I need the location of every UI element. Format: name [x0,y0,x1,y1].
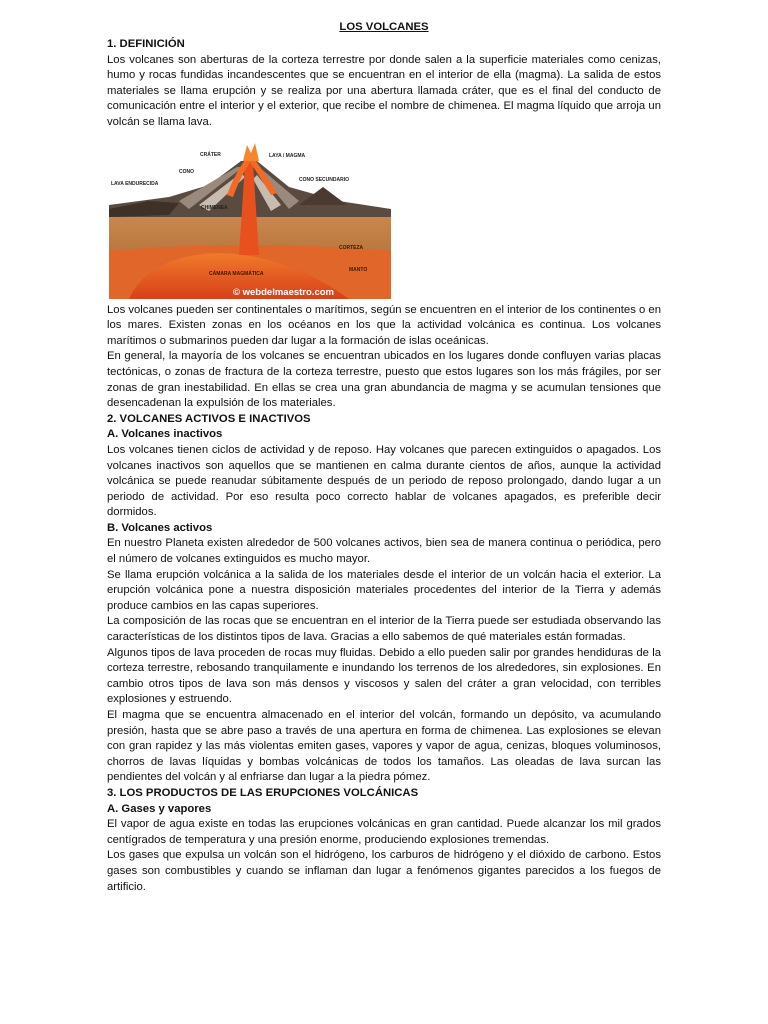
paragraph-placas: En general, la mayoría de los volcanes se encuentran ubicados en los lugares donde confluyen varias placas tectónicas, o zonas de fractura de la corteza terrestre, puesto que estos lugares son los más frágiles, por ser zonas de gran inestabilidad. En ellas se crea una gran abundancia de magma y se acumulan tensiones que desencadenan la expulsión de los materiales. [107,350,661,410]
section-heading-activos-inactivos: 2. VOLCANES ACTIVOS E INACTIVOS [107,412,311,425]
paragraph-activos-5: El magma que se encuentra almacenado en el interior del volcán, formando un depósito, va acumulando presión, hasta que se abre paso a través de una apertura en forma de chimenea. Las explosiones se elevan con gran rapidez y las más violentas emiten gases, vapores y vapor de agua, cenizas, bloques voluminosos, chorros de lavas líquidas y bombas volcánicas de todos los tamaños. Las oleadas de lava surcan las pendientes del volcán y al enfriarse dan lugar a la piedra pómez. [107,709,661,784]
label-camara: CÁMARA MAGMÁTICA [209,270,264,277]
section-heading-productos: 3. LOS PRODUCTOS DE LAS ERUPCIONES VOLCÁNICAS [107,786,419,799]
label-cono-secundario: CONO SECUNDARIO [299,176,350,183]
paragraph-inactivos: Los volcanes tienen ciclos de actividad y de reposo. Hay volcanes que parecen extinguidos o apagados. Los volcanes inactivos son aquellos que se mantienen en calma durante cientos de años, aunque la actividad volcánica se puede reanudar súbitamente después de un periodo de reposo prolongado, dando lugar a un periodo de actividad. Por eso resulta poco correcto hablar de volcanes apagados, es preferible decir dormidos. [107,443,661,519]
label-crater: CRÁTER [200,151,221,158]
volcano-diagram [109,143,391,299]
paragraph-continentales: Los volcanes pueden ser continentales o marítimos, según se encuentren en el interior de los continentes o en los mares. Existen zonas en los océanos en los que la actividad volcánica es continua. Los volcanes marítimos o submarinos pueden dar lugar a la formación de islas oceánicas. [107,303,661,347]
label-cono: CONO [179,168,194,175]
volcano-diagram-svg [109,143,391,299]
paragraph-activos-1: En nuestro Planeta existen alrededor de 500 volcanes activos, bien sea de manera continua o periódica, pero el número de volcanes extinguidos es mucho mayor. [107,537,661,566]
section-heading-definicion: 1. DEFINICIÓN [107,38,185,50]
label-lava-magma: LAYA / MAGMA [269,152,306,159]
document-page [107,20,661,895]
subheading-activos: B. Volcanes activos [107,521,213,534]
label-chimenea: CHIMENEA [201,204,228,211]
subheading-gases: A. Gases y vapores [107,802,212,815]
paragraph-activos-2: Se llama erupción volcánica a la salida de los materiales desde el interior de un volcán hacia el exterior. La erupción volcánica pone a nuestra disposición materiales procedentes del interior de la Tierra y además produce cambios en las capas superiores. [107,568,661,612]
paragraph-activos-3: La composición de las rocas que se encuentran en el interior de la Tierra puede ser estudiada observando las características de los distintos tipos de lava. Gracias a ello sabemos de qué materiales están formadas. [107,615,661,644]
label-manto: MANTO [349,266,368,273]
label-corteza: CORTEZA [339,244,364,251]
subheading-inactivos: A. Volcanes inactivos [107,428,223,441]
paragraph-gases-1: El vapor de agua existe en todas las erupciones volcánicas en gran cantidad. Puede alcanzar los mil grados centígrados de temperatura y una presión enorme, produciendo explosiones tremendas. [107,818,661,846]
paragraph-definicion: Los volcanes son aberturas de la corteza terrestre por donde salen a la superficie materiales como cenizas, humo y rocas fundidas incandescentes que se encuentran en el interior de ella (magma). La salida de estos materiales se llama erupción y se realiza por una abertura llamada cráter, que es el final del conducto de comunicación entre el interior y el exterior, que recibe el nombre de chimenea. El magma líquido que arroja un volcán se llama lava. [107,53,661,128]
page-title: LOS VOLCANES [339,21,429,33]
label-lava-endurecida: LAVA ENDURECIDA [111,180,159,187]
paragraph-activos-4: Algunos tipos de lava proceden de rocas muy fluidas. Debido a ello pueden salir por grandes hendiduras de la corteza terrestre, rebosando tranquilamente e inundando los terrenos de los alrededores, sin explosiones. En cambio otros tipos de lava son más densos y viscosos y salen del cráter a gran velocidad, con terribles explosiones y estruendo. [107,646,661,706]
watermark: © webdelmaestro.com [233,286,334,298]
paragraph-gases-2: Los gases que expulsa un volcán son el hidrógeno, los carburos de hidrógeno y el dióxido de carbono. Estos gases son combustibles y cuando se inflaman dan lugar a fenómenos gigantes parecidos a los fuegos de artificio. [107,849,661,893]
